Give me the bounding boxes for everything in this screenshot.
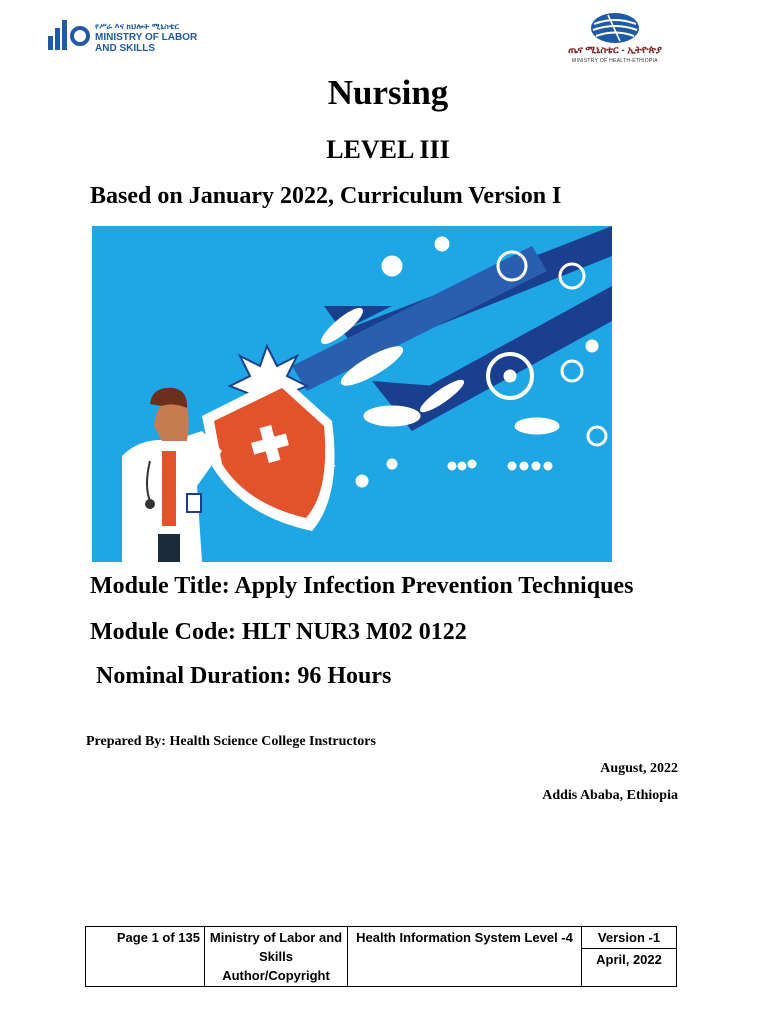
curriculum-basis: Based on January 2022, Curriculum Version I [90, 183, 562, 209]
prepared-by: Prepared By: Health Science College Instructors [86, 734, 376, 749]
logo-english-text: MINISTRY OF HEALTH-ETHIOPIA [572, 58, 658, 64]
module-code: Module Code: HLT NUR3 M02 0122 [90, 619, 467, 645]
footer-version-date: April, 2022 [596, 952, 662, 967]
level-heading: LEVEL III [326, 135, 450, 164]
ministry-of-labor-logo [48, 16, 198, 56]
nominal-duration: Nominal Duration: 96 Hours [96, 663, 392, 689]
footer-table [85, 926, 677, 987]
footer-version-cell [582, 927, 677, 987]
module-title: Module Title: Apply Infection Prevention Techniques [90, 573, 634, 599]
logo-bars-icon [48, 20, 92, 50]
footer-author: Ministry of Labor and Skills Author/Copyright [205, 927, 348, 987]
logo-amharic-text: ጤና ሚኒስቴር - ኢትዮጵያ [568, 45, 662, 56]
document-place: Addis Ababa, Ethiopia [542, 788, 678, 803]
doctor-shield-microbes-image [92, 226, 612, 562]
page-number: Page 1 of 135 [86, 927, 205, 987]
ministry-of-health-logo [556, 12, 674, 66]
footer-course: Health Information System Level -4 [348, 927, 582, 987]
logo-line2: AND SKILLS [95, 43, 155, 54]
logo-line1: MINISTRY OF LABOR [95, 32, 198, 43]
document-date: August, 2022 [600, 761, 678, 776]
logo-amharic-text: የሥራ እና ክህሎት ሚኒስቴር [95, 22, 180, 31]
footer-version: Version -1 [582, 927, 676, 949]
cover-illustration [92, 226, 612, 562]
globe-emblem-icon [590, 12, 640, 44]
document-title: Nursing [327, 73, 449, 112]
